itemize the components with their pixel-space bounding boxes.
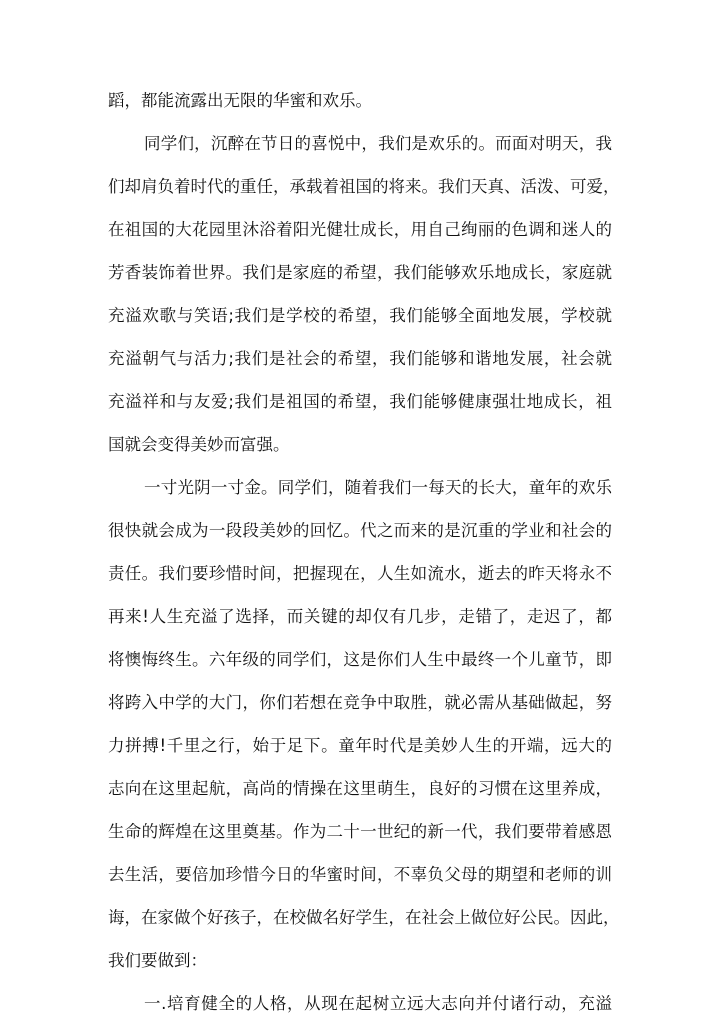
text-line: 蹈，都能流露出无限的华蜜和欢乐。 bbox=[108, 91, 372, 110]
text-line: 我们要做到： bbox=[108, 951, 207, 970]
text-line: 充溢朝气与活力;我们是社会的希望，我们能够和谐地发展，社会就 bbox=[108, 349, 612, 368]
text-line: 力拼搏!千里之行，始于足下。童年时代是美妙人生的开端，远大的 bbox=[108, 736, 612, 755]
text-line: 诲，在家做个好孩子，在校做名好学生，在社会上做位好公民。因此， bbox=[108, 908, 620, 927]
text-line: 将懊悔终生。六年级的同学们，这是你们人生中最终一个儿童节，即 bbox=[108, 650, 612, 669]
text-line: 生命的辉煌在这里奠基。作为二十一世纪的新一代，我们要带着感恩 bbox=[108, 822, 612, 841]
text-line: 芳香装饰着世界。我们是家庭的希望，我们能够欢乐地成长，家庭就 bbox=[108, 263, 612, 282]
text-line: 再来!人生充溢了选择，而关键的却仅有几步，走错了，走迟了，都 bbox=[108, 607, 612, 626]
text-line: 充溢欢歌与笑语;我们是学校的希望，我们能够全面地发展，学校就 bbox=[108, 306, 612, 325]
text-line: 将跨入中学的大门，你们若想在竞争中取胜，就必需从基础做起，努 bbox=[108, 693, 612, 712]
text-line: 志向在这里起航，高尚的情操在这里萌生，良好的习惯在这里养成， bbox=[108, 779, 612, 798]
text-line: 们却肩负着时代的重任，承载着祖国的将来。我们天真、活泼、可爱， bbox=[108, 177, 620, 196]
text-line: 同学们，沉醉在节日的喜悦中，我们是欢乐的。而面对明天，我 bbox=[144, 134, 612, 153]
text-line: 责任。我们要珍惜时间，把握现在，人生如流水，逝去的昨天将永不 bbox=[108, 564, 612, 583]
text-line: 在祖国的大花园里沐浴着阳光健壮成长，用自己绚丽的色调和迷人的 bbox=[108, 220, 612, 239]
text-line: 去生活，要倍加珍惜今日的华蜜时间，不辜负父母的期望和老师的训 bbox=[108, 865, 612, 884]
text-line: 国就会变得美妙而富强。 bbox=[108, 435, 290, 454]
text-line: 一寸光阴一寸金。同学们，随着我们一每天的长大，童年的欢乐 bbox=[144, 478, 612, 497]
text-line: 很快就会成为一段段美妙的回忆。代之而来的是沉重的学业和社会的 bbox=[108, 521, 612, 540]
text-line: 一.培育健全的人格，从现在起树立远大志向并付诸行动，充溢 bbox=[144, 994, 612, 1013]
text-line: 充溢祥和与友爱;我们是祖国的希望，我们能够健康强壮地成长，祖 bbox=[108, 392, 612, 411]
